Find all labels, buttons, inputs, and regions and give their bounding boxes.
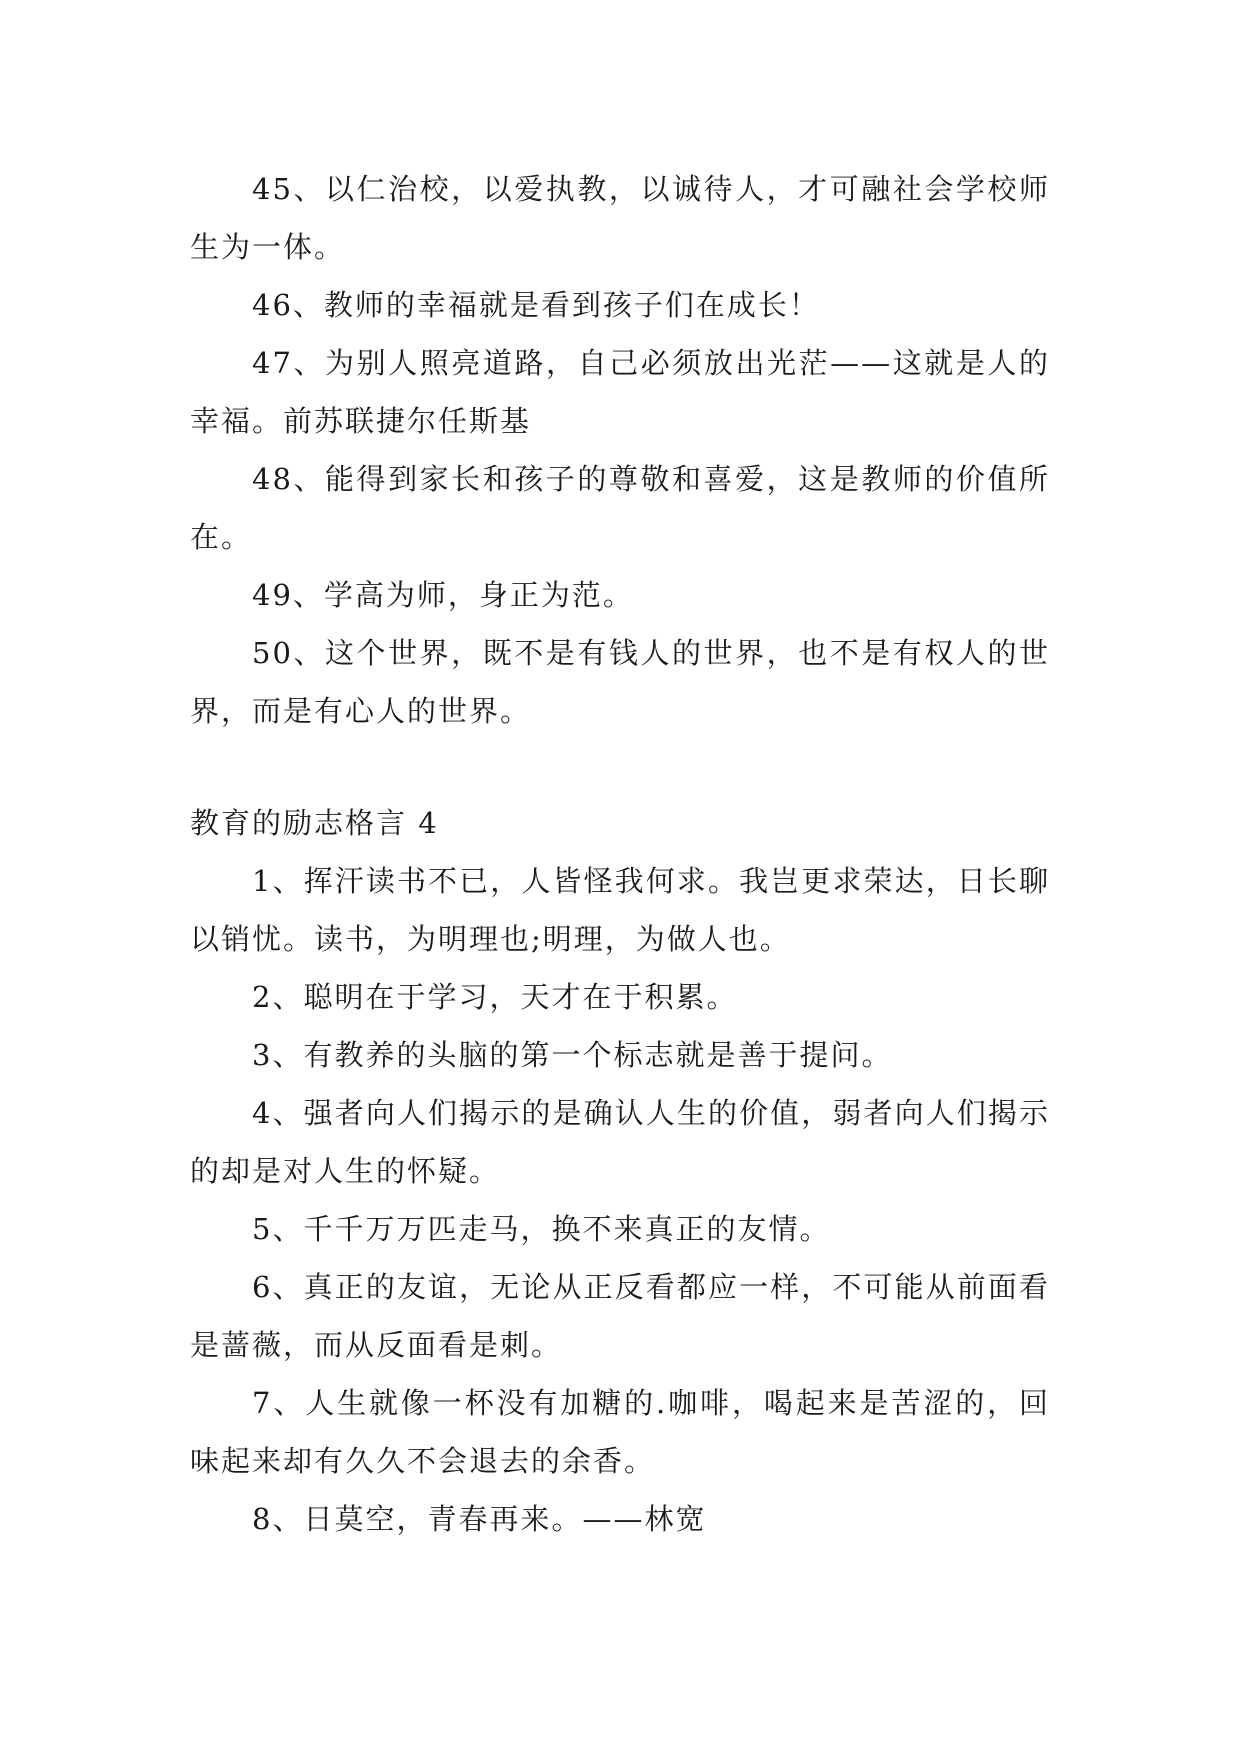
list-item: 1、挥汗读书不已，人皆怪我何求。我岂更求荣达，日长聊以销忧。读书，为明理也;明理，为做人也。 bbox=[190, 864, 1050, 956]
list-item: 48、能得到家长和孩子的尊敬和喜爱，这是教师的价值所在。 bbox=[190, 462, 1050, 554]
list-item: 3、有教养的头脑的第一个标志就是善于提问。 bbox=[252, 1038, 893, 1072]
list-item: 6、真正的友谊，无论从正反看都应一样，不可能从前面看是蔷薇，而从反面看是刺。 bbox=[190, 1270, 1050, 1362]
list-item: 2、聪明在于学习，天才在于积累。 bbox=[252, 980, 738, 1014]
list-item: 7、人生就像一杯没有加糖的.咖啡，喝起来是苦涩的，回味起来却有久久不会退去的余香。 bbox=[190, 1386, 1050, 1478]
section-heading: 教育的励志格言 4 bbox=[190, 806, 439, 840]
list-item: 46、教师的幸福就是看到孩子们在成长！ bbox=[252, 288, 820, 322]
list-item: 45、以仁治校，以爱执教，以诚待人，才可融社会学校师生为一体。 bbox=[190, 172, 1050, 264]
list-item: 47、为别人照亮道路，自己必须放出光茫——这就是人的幸福。前苏联捷尔任斯基 bbox=[190, 346, 1050, 438]
section-spacer bbox=[190, 740, 1050, 794]
list-item: 5、千千万万匹走马，换不来真正的友情。 bbox=[252, 1212, 831, 1246]
list-item: 4、强者向人们揭示的是确认人生的价值，弱者向人们揭示的却是对人生的怀疑。 bbox=[190, 1096, 1050, 1188]
list-item: 8、日莫空，青春再来。——林宽 bbox=[252, 1502, 707, 1536]
document-page bbox=[190, 160, 1050, 1548]
list-item: 49、学高为师，身正为范。 bbox=[252, 578, 634, 612]
list-item: 50、这个世界，既不是有钱人的世界，也不是有权人的世界，而是有心人的世界。 bbox=[190, 636, 1050, 728]
